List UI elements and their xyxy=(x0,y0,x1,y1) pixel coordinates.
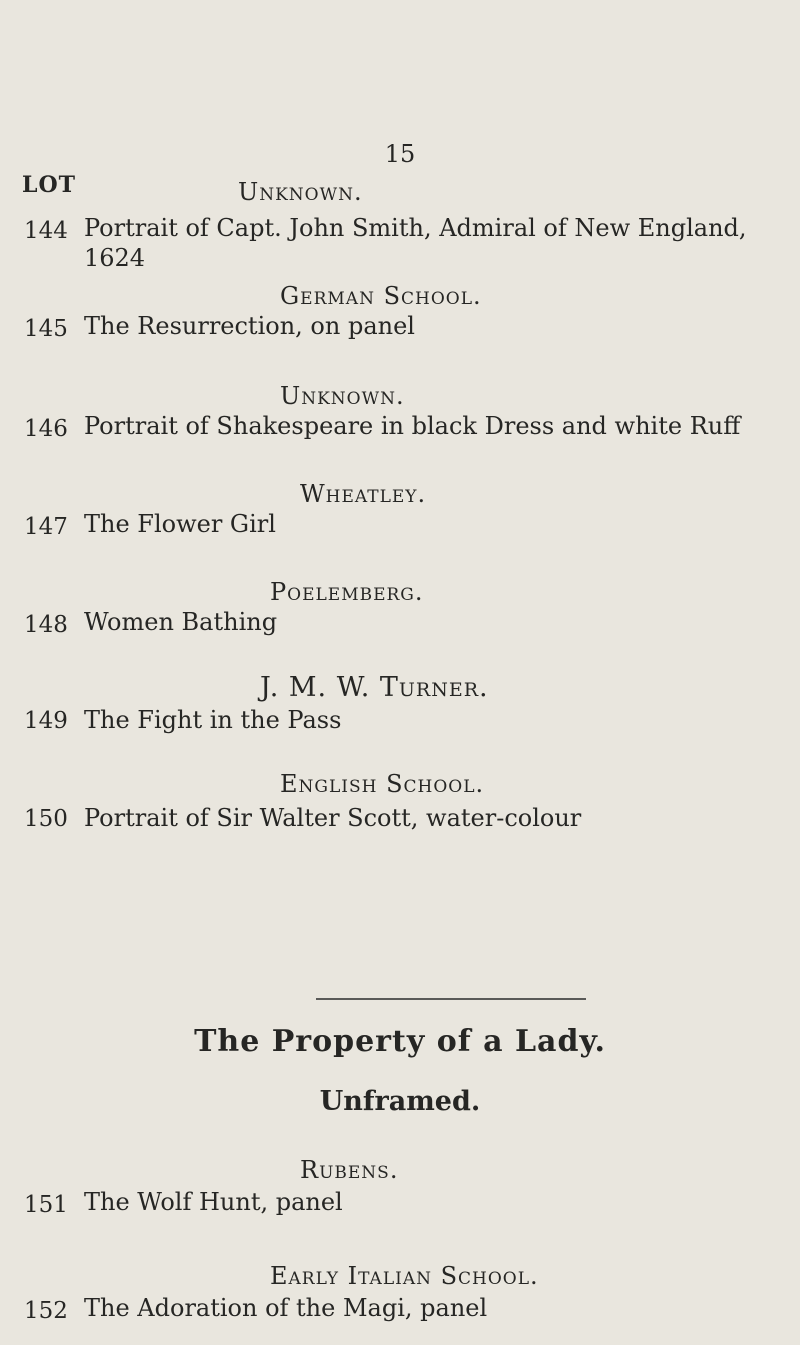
lot-number: 151 xyxy=(24,1192,68,1218)
lot-title: The Resurrection, on panel xyxy=(84,312,415,340)
lot-title: Portrait of Sir Walter Scott, water-colour xyxy=(84,804,582,832)
artist-name: Rubens. xyxy=(300,1156,399,1184)
lot-number: 150 xyxy=(24,806,68,832)
lot-title: The Adoration of the Magi, panel xyxy=(84,1294,488,1322)
artist-name: English School. xyxy=(280,770,485,798)
lot-number: 149 xyxy=(24,708,68,734)
lot-number: 152 xyxy=(24,1298,68,1324)
lot-column-header: LOT xyxy=(22,172,77,198)
lot-number: 148 xyxy=(24,612,68,638)
artist-name: Poelemberg. xyxy=(270,578,424,606)
artist-name: Wheatley. xyxy=(300,480,427,508)
lot-number: 144 xyxy=(24,218,68,244)
lot-number: 147 xyxy=(24,514,68,540)
lot-title: Portrait of Capt. John Smith, Admiral of New England, xyxy=(84,214,747,242)
lot-title: Portrait of Shakespeare in black Dress and white Ruff xyxy=(84,412,741,440)
section-subheading: Unframed. xyxy=(319,1086,481,1117)
artist-name: German School. xyxy=(280,282,482,310)
lot-number: 146 xyxy=(24,416,68,442)
lot-title: The Wolf Hunt, panel xyxy=(84,1188,343,1216)
lot-number: 145 xyxy=(24,316,68,342)
artist-name: Unknown. xyxy=(280,382,405,410)
lot-title: The Fight in the Pass xyxy=(84,706,342,734)
lot-title: The Flower Girl xyxy=(84,510,276,538)
artist-name: Early Italian School. xyxy=(270,1262,539,1290)
section-divider xyxy=(316,998,586,1000)
page-number: 15 xyxy=(384,140,416,168)
lot-title-continued: 1624 xyxy=(84,244,146,272)
artist-name: J. M. W. Turner. xyxy=(260,672,489,703)
section-heading: The Property of a Lady. xyxy=(194,1024,606,1059)
lot-title: Women Bathing xyxy=(84,608,278,636)
artist-name: Unknown. xyxy=(238,178,363,206)
